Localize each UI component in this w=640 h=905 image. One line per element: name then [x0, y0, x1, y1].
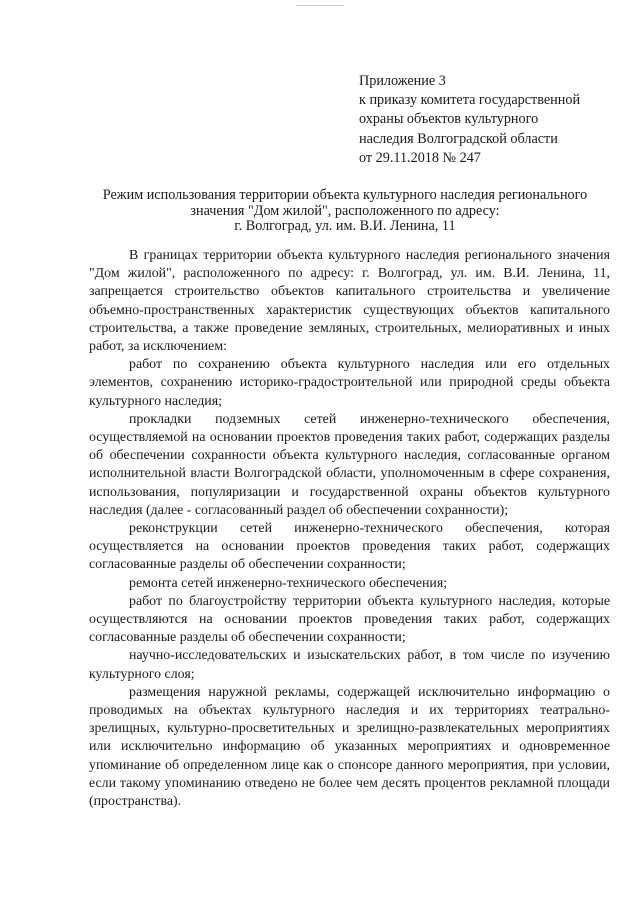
appendix-line: от 29.11.2018 № 247 — [359, 149, 481, 166]
document-body — [89, 247, 610, 811]
body-paragraph: работ по благоустройству территории объекта культурного наследия, которые осуществляются на основании проектов проведения таких работ, содержащих согласованные разделы об обеспечении сохранности; — [89, 593, 610, 646]
body-paragraph: ремонта сетей инженерно-технического обеспечения; — [129, 575, 448, 591]
appendix-line: Приложение 3 — [359, 73, 446, 89]
appendix-line: наследия Волгоградской области — [359, 130, 558, 147]
appendix-line: к приказу комитета государственной — [359, 92, 581, 109]
appendix-header — [359, 72, 629, 168]
body-paragraph: размещения наружной рекламы, содержащей исключительно информацию о проводимых на объектах культурного наследия и их территориях театрально-зрелищных, культурно-просветительных и зрелищно-развлекательных мероприятиях или исключительно информацию об указанных мероприятиях и одновременное упоминание об определенном лице как о спонсоре данного мероприятия, при условии, если такому упоминанию отведено не более чем десять процентов рекламной площади (пространства). — [89, 684, 610, 810]
body-paragraph: работ по сохранению объекта культурного наследия или его отдельных элементов, сохранению историко-градостроительной или природной среды объекта культурного наследия; — [89, 357, 610, 409]
scan-edge-mark — [296, 5, 344, 6]
appendix-line: охраны объектов культурного — [359, 111, 539, 128]
title-line: г. Волгоград, ул. им. В.И. Ленина, 11 — [234, 218, 456, 235]
body-paragraph: научно-исследовательских и изыскательских работ, в том числе по изучению культурного слоя; — [89, 648, 610, 682]
document-title — [70, 188, 620, 235]
title-line: значения "Дом жилой", расположенного по адресу: — [190, 202, 500, 219]
body-paragraph: прокладки подземных сетей инженерно-технического обеспечения, осуществляемой на основании проектов проведения таких работ, содержащих разделы об обеспечении сохранности объекта культурного наследия, согласованные органом исполнительной власти Волгоградской области, уполномоченным в сфере сохранения, использования, популяризации и государственной охраны объектов культурного наследия (далее - согласованный раздел об обеспечении сохранности); — [89, 411, 610, 518]
title-line: Режим использования территории объекта культурного наследия регионального — [102, 187, 588, 203]
body-paragraph-intro: В границах территории объекта культурного наследия регионального значения "Дом жилой", расположенного по адресу: г. Волгоград, ул. им. В.И. Ленина, 11, запрещается строительство объектов капитального строительства и увеличение объемно-пространственных характеристик существующих объектов капитального строительства, а также проведение земляных, строительных, мелиоративных и иных работ, за исключением: — [89, 248, 610, 355]
body-paragraph: реконструкции сетей инженерно-технического обеспечения, которая осуществляется на основании проектов проведения таких работ, содержащих согласованные разделы об обеспечении сохранности; — [89, 521, 610, 573]
